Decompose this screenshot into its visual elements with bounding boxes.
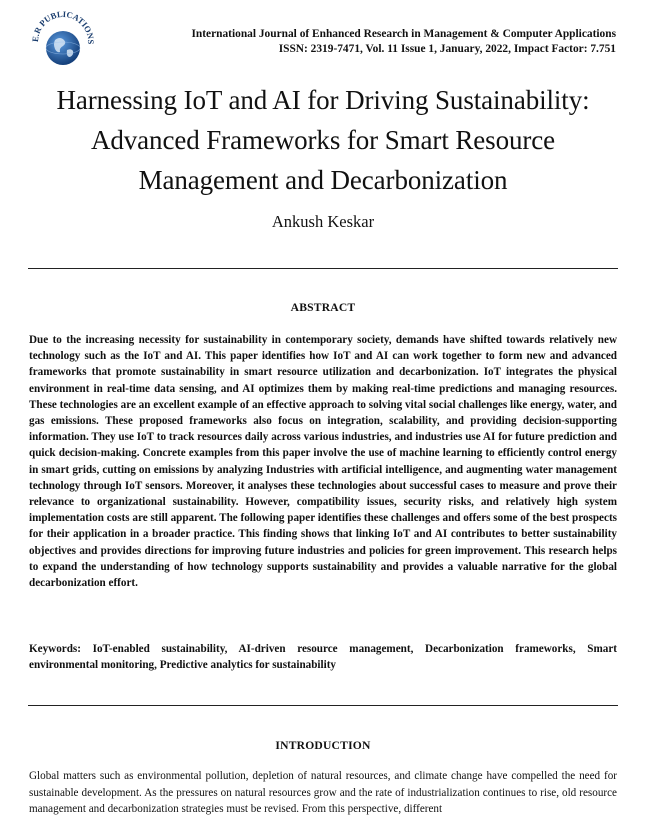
divider-top xyxy=(28,268,618,269)
keywords: Keywords: IoT-enabled sustainability, AI-driven resource management, Decarbonization frameworks, Smart environmental monitoring, Predictive analytics for sustainability xyxy=(29,643,617,672)
journal-name: International Journal of Enhanced Research in Management & Computer Applications xyxy=(191,28,616,40)
divider-bottom xyxy=(28,705,618,706)
abstract-text: Due to the increasing necessity for sustainability in contemporary society, demands have shifted towards relatively new technology such as the IoT and AI. This paper identifies how IoT and AI can work together to form new and advanced frameworks that promote sustainability in smart resource utilization and decarbonization. IoT integrates the physical environment in real-time data sensing, and AI optimizes them by making real-time predictions and managing resources. These technologies are an excellent example of an effective approach to solving vital social challenges like energy, water, and gas emissions. These proposed frameworks also focus on integration, scalability, and providing decision-supporting information. They use IoT to track resources daily across various industries, and industries use AI for future prediction and quick decision-making. Concrete examples from this paper involve the use of machine learning to efficiently control energy in smart grids, cutting on emissions by analyzing Industries with artificial intelligence, and augmenting water management technology through IoT sensors. Moreover, it analyses these technologies about successful cases to measure and prove their relevance to organizational sustainability. However, compatibility issues, security risks, and relatively high system implementation costs are still apparent. The following paper identifies these challenges and offers some of the best prospects for their application in a broader practice. This finding shows that linking IoT and AI contributes to better sustainability objectives and provides directions for improving future industries and policies for green improvement. This research helps to expand the understanding of how technology supports sustainability and provides a valuable narrative for the global decarbonization effort. xyxy=(29,334,617,590)
paper-title xyxy=(18,80,628,200)
introduction-text: Global matters such as environmental pollution, depletion of natural resources, and climate change have compelled the need for sustainable development. As the pressures on natural resources grow and the rate of industrialization continues to rise, old resource management and decarbonization strategies must be revised. From this perspective, different xyxy=(29,770,617,815)
journal-issn: ISSN: 2319-7471, Vol. 11 Issue 1, January, 2022, Impact Factor: 7.751 xyxy=(278,43,616,55)
publisher-logo xyxy=(28,4,98,74)
globe-icon xyxy=(46,31,80,65)
introduction-heading: INTRODUCTION xyxy=(275,739,371,752)
abstract-heading: ABSTRACT xyxy=(290,301,356,314)
title-line-1: Harnessing IoT and AI for Driving Sustainability: xyxy=(56,85,590,115)
logo-text: E.R PUBLICATIONS xyxy=(29,8,97,45)
title-line-2: Advanced Frameworks for Smart Resource xyxy=(90,125,556,155)
journal-header xyxy=(100,27,616,57)
author-name: Ankush Keskar xyxy=(271,212,375,231)
title-line-3: Management and Decarbonization xyxy=(138,165,508,195)
